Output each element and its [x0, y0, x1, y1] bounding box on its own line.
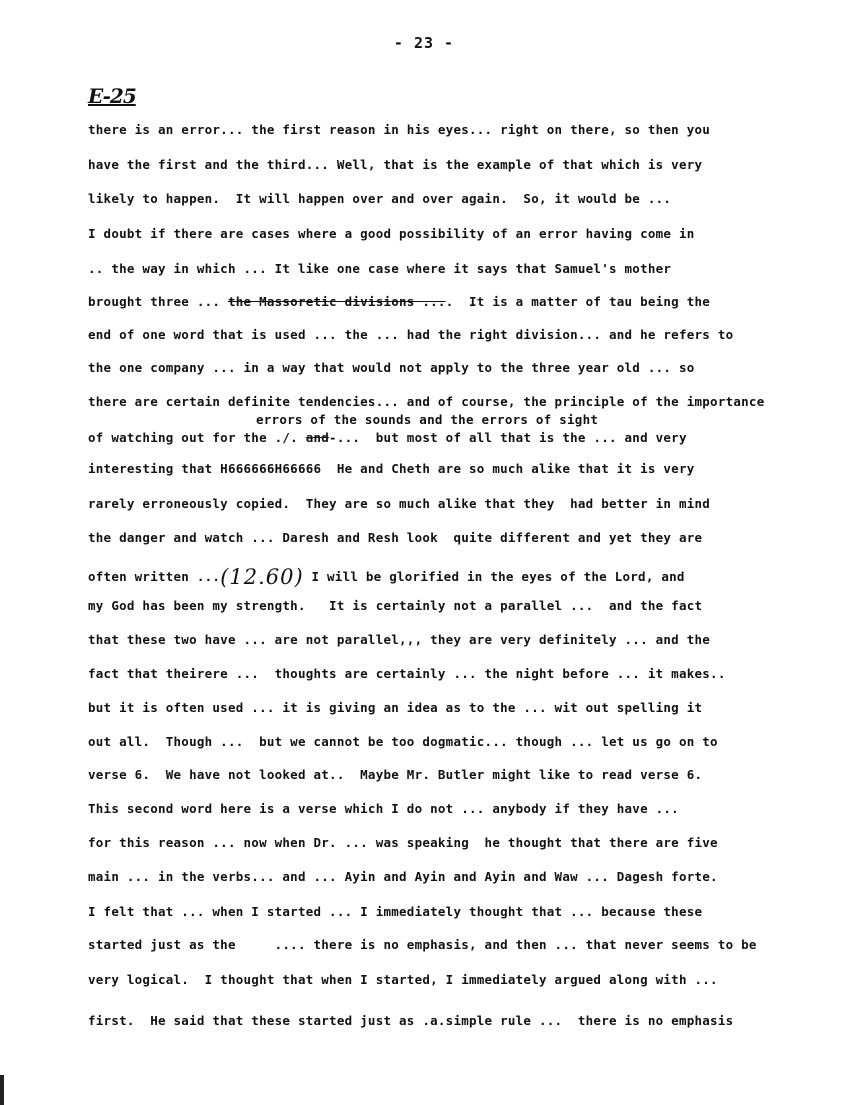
text-line: fact that theirere ... thoughts are certainly ... the night before ... it makes.. [88, 666, 726, 681]
text-line: interesting that H666666H66666 He and Cheth are so much alike that it is very [88, 461, 695, 476]
text-line: main ... in the verbs... and ... Ayin and Ayin and Ayin and Waw ... Dagesh forte. [88, 869, 718, 884]
text-line: the one company ... in a way that would not apply to the three year old ... so [88, 360, 695, 375]
text-segment: -... but most of all that is the ... and very [329, 430, 687, 445]
text-line: that these two have ... are not parallel,,, they are very definitely ... and the [88, 632, 711, 647]
text-line [88, 562, 685, 589]
text-line: my God has been my strength. It is certainly not a parallel ... and the fact [88, 598, 703, 613]
text-line: .. the way in which ... It like one case where it says that Samuel's mother [88, 261, 672, 276]
text-line: verse 6. We have not looked at.. Maybe Mr. Butler might like to read verse 6. [88, 767, 703, 782]
text-line: there is an error... the first reason in his eyes... right on there, so then you [88, 122, 711, 137]
struck-text: the Massoretic divisions ... [227, 294, 446, 309]
section-reference: E-25 [88, 84, 136, 108]
struck-text: and [305, 430, 330, 445]
scan-edge-mark [0, 1075, 4, 1105]
text-line: the danger and watch ... Daresh and Resh look quite different and yet they are [88, 530, 703, 545]
text-segment: often written ... [88, 569, 221, 584]
text-line: end of one word that is used ... the ... had the right division... and he refers to [88, 327, 734, 342]
text-line: I felt that ... when I started ... I immediately thought that ... because these [88, 904, 703, 919]
interlinear-insertion: errors of the sounds and the errors of sight [256, 412, 599, 427]
text-line [88, 294, 710, 309]
text-line: but it is often used ... it is giving an idea as to the ... wit out spelling it [88, 700, 703, 715]
text-line: there are certain definite tendencies... and of course, the principle of the importance [88, 394, 765, 409]
text-line: out all. Though ... but we cannot be too dogmatic... though ... let us go on to [88, 734, 718, 749]
text-segment: I will be glorified in the eyes of the Lord, and [303, 569, 685, 584]
text-segment: . It is a matter of tau being the [445, 294, 711, 309]
text-line: rarely erroneously copied. They are so much alike that they had better in mind [88, 496, 711, 511]
text-line: likely to happen. It will happen over and over again. So, it would be ... [88, 191, 672, 206]
page-number: - 23 - [393, 34, 455, 52]
text-line [88, 430, 687, 445]
text-line: have the first and the third... Well, that is the example of that which is very [88, 157, 703, 172]
text-line: I doubt if there are cases where a good possibility of an error having come in [88, 226, 695, 241]
text-line: started just as the .... there is no emphasis, and then ... that never seems to be [88, 937, 757, 952]
text-line: very logical. I thought that when I started, I immediately argued along with ... [88, 972, 718, 987]
handwritten-citation: (12.60) [220, 565, 304, 589]
text-line: first. He said that these started just as .a.simple rule ... there is no emphasis [88, 1013, 734, 1028]
text-line: for this reason ... now when Dr. ... was speaking he thought that there are five [88, 835, 718, 850]
text-line: This second word here is a verse which I do not ... anybody if they have ... [88, 801, 679, 816]
text-segment: brought three ... [88, 294, 228, 309]
text-segment: of watching out for the ./. [88, 430, 306, 445]
